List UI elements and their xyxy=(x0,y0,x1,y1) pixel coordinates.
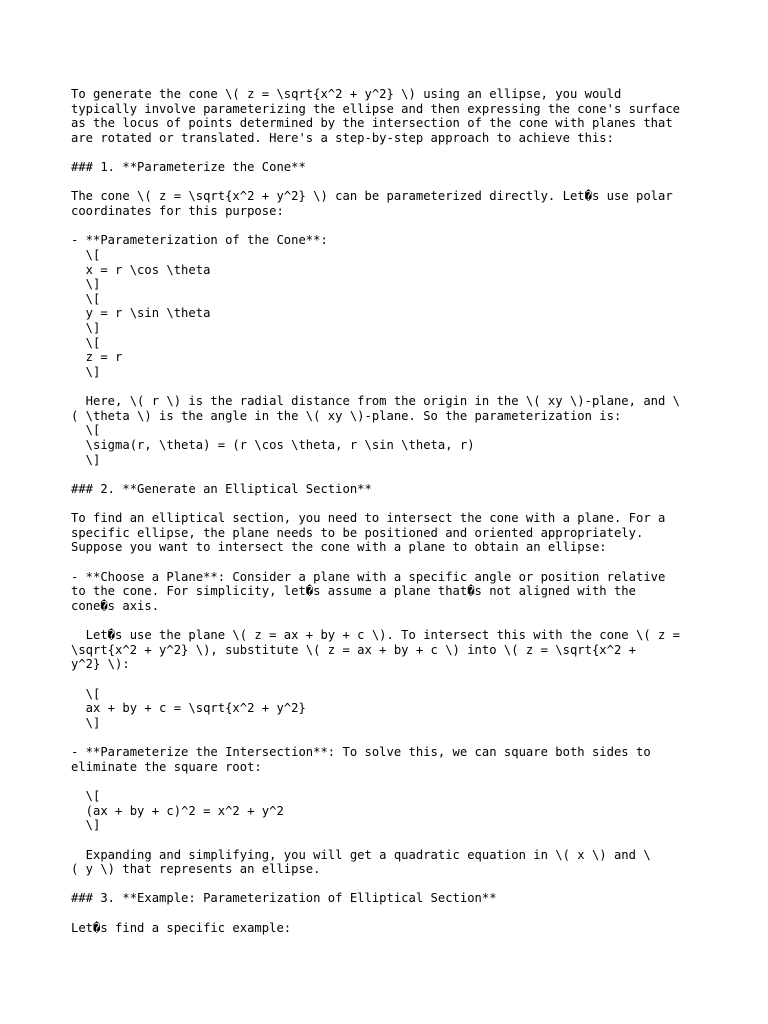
text-line: specific ellipse, the plane needs to be positioned and oriented appropriately. xyxy=(71,525,644,540)
text-line: \] xyxy=(71,452,101,467)
text-line xyxy=(71,467,711,482)
text-line: cone�s axis. xyxy=(71,598,160,613)
text-line: Let�s find a specific example: xyxy=(71,920,292,935)
document-text xyxy=(71,87,711,935)
text-line: \] xyxy=(71,715,101,730)
text-line: \] xyxy=(71,321,101,335)
text-line xyxy=(71,672,711,687)
text-line: \[ xyxy=(71,789,101,803)
text-line: To generate the cone \( z = \sqrt{x^2 + y^2} \) using an ellipse, you would xyxy=(71,87,622,101)
text-line xyxy=(71,877,711,892)
text-line xyxy=(71,380,711,395)
text-line: - **Parameterize the Intersection**: To solve this, we can square both sides to xyxy=(71,745,651,760)
text-line xyxy=(71,731,711,746)
text-line: y^2} \): xyxy=(71,657,130,672)
text-line: x = r \cos \theta xyxy=(71,262,211,277)
text-line xyxy=(71,774,711,789)
text-line: to the cone. For simplicity, let�s assume a plane that�s not aligned with the xyxy=(71,584,636,599)
text-line: ax + by + c = \sqrt{x^2 + y^2} xyxy=(71,701,306,716)
text-line: \[ xyxy=(71,335,101,350)
text-line xyxy=(71,555,711,570)
text-line: \] xyxy=(71,277,101,292)
text-line xyxy=(71,219,711,234)
text-line: - **Parameterization of the Cone**: xyxy=(71,233,328,248)
text-line: ### 2. **Generate an Elliptical Section** xyxy=(71,481,372,496)
text-line: \[ xyxy=(71,686,101,701)
text-line: ( y \) that represents an ellipse. xyxy=(71,862,321,877)
text-line xyxy=(71,614,711,629)
text-line: Expanding and simplifying, you will get a quadratic equation in \( x \) and \ xyxy=(71,847,651,862)
text-line: Let�s use the plane \( z = ax + by + c \). To intersect this with the cone \( z = xyxy=(71,628,681,643)
text-line xyxy=(71,146,711,161)
text-line: y = r \sin \theta xyxy=(71,306,211,321)
text-line: \[ xyxy=(71,247,101,262)
text-line: \[ xyxy=(71,423,101,438)
text-line: To find an elliptical section, you need to intersect the cone with a plane. For a xyxy=(71,511,666,526)
text-line: ( \theta \) is the angle in the \( xy \)-plane. So the parameterization is: xyxy=(71,408,622,423)
text-line xyxy=(71,497,711,512)
text-line: Here, \( r \) is the radial distance from the origin in the \( xy \)-plane, and \ xyxy=(71,394,681,409)
text-line: ### 3. **Example: Parameterization of Elliptical Section** xyxy=(71,891,497,906)
text-line: \sigma(r, \theta) = (r \cos \theta, r \sin \theta, r) xyxy=(71,438,475,452)
text-line xyxy=(71,175,711,190)
text-line: coordinates for this purpose: xyxy=(71,204,284,218)
text-line: \sqrt{x^2 + y^2} \), substitute \( z = ax + by + c \) into \( z = \sqrt{x^2 + xyxy=(71,642,636,657)
text-line xyxy=(71,906,711,921)
text-line: \] xyxy=(71,818,101,833)
text-line: z = r xyxy=(71,350,123,365)
text-line: - **Choose a Plane**: Consider a plane with a specific angle or position relative xyxy=(71,569,666,584)
text-line: are rotated or translated. Here's a step-by-step approach to achieve this: xyxy=(71,130,614,145)
text-line: The cone \( z = \sqrt{x^2 + y^2} \) can be parameterized directly. Let�s use polar xyxy=(71,189,673,204)
text-line: typically involve parameterizing the ellipse and then expressing the cone's surface xyxy=(71,101,681,116)
text-line: as the locus of points determined by the intersection of the cone with planes that xyxy=(71,116,673,131)
text-line xyxy=(71,833,711,848)
text-line: (ax + by + c)^2 = x^2 + y^2 xyxy=(71,803,284,818)
text-line: \] xyxy=(71,364,101,379)
text-line: ### 1. **Parameterize the Cone** xyxy=(71,160,306,175)
text-line: \[ xyxy=(71,291,101,306)
text-line: eliminate the square root: xyxy=(71,759,262,774)
text-line: Suppose you want to intersect the cone with a plane to obtain an ellipse: xyxy=(71,540,607,555)
